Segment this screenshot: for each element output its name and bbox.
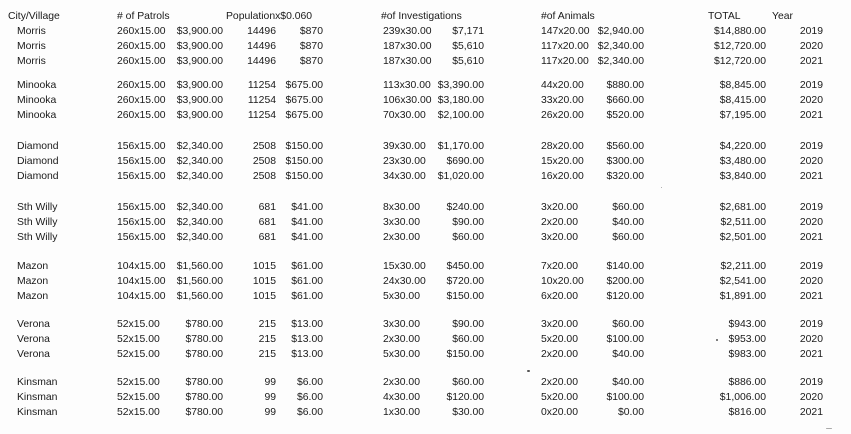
cell-city: Kinsman [17, 407, 58, 419]
cell-investigations: 187x30.00 [383, 56, 432, 68]
cell-investigation-cost: $150.00 [446, 349, 484, 361]
cell-investigations: 1x30.00 [383, 407, 420, 419]
cell-investigations: 23x30.00 [383, 156, 426, 168]
cell-animals: 26x20.00 [541, 110, 584, 122]
cell-city: Diamond [17, 156, 59, 168]
cell-patrols: 260x15.00 [117, 56, 166, 68]
cell-investigations: 106x30.00 [383, 95, 432, 107]
cell-animals: 117x20.00 [541, 56, 589, 68]
cell-investigation-cost: $5,610 [452, 56, 484, 68]
cell-patrols: 260x15.00 [117, 95, 166, 107]
scan-speck [716, 339, 718, 341]
cell-animals: 7x20.00 [541, 261, 578, 272]
cell-animal-cost: $100.00 [606, 392, 644, 404]
cell-animal-cost: $60.00 [612, 232, 644, 244]
cell-investigation-cost: $60.00 [452, 334, 484, 346]
cell-city: Morris [17, 26, 46, 37]
cell-investigation-cost: $240.00 [446, 202, 484, 213]
cell-year: 2020 [799, 217, 823, 229]
cell-city: Kinsman [17, 392, 58, 404]
cell-total: $2,541.00 [719, 276, 766, 288]
cell-year: 2019 [799, 80, 823, 91]
cell-population-cost: $870 [299, 56, 323, 68]
cell-investigation-cost: $5,610 [452, 41, 484, 53]
cell-total: $4,220.00 [719, 141, 766, 152]
cell-patrol-cost: $3,900.00 [176, 95, 223, 107]
cell-investigation-cost: $720.00 [446, 276, 484, 288]
cell-patrols: 260x15.00 [117, 26, 166, 37]
cell-investigations: 113x30.00 [383, 80, 431, 91]
cell-investigation-cost: $1,170.00 [437, 141, 484, 152]
cell-city: Minooka [17, 95, 57, 107]
cell-investigations: 39x30.00 [383, 141, 426, 152]
cell-population: 2508 [252, 156, 276, 168]
scan-speck [661, 187, 662, 188]
cell-population: 215 [258, 319, 276, 330]
cell-population-cost: $6.00 [296, 392, 323, 404]
cell-total: $943.00 [728, 319, 766, 330]
cell-year: 2021 [799, 56, 823, 68]
cell-city: Diamond [17, 171, 59, 183]
cell-year: 2021 [799, 407, 823, 419]
cell-total: $1,006.00 [719, 392, 766, 404]
table-row [0, 290, 851, 305]
cell-population-cost: $41.00 [291, 232, 323, 244]
cell-animals: 2x20.00 [541, 377, 578, 388]
cell-investigation-cost: $90.00 [452, 217, 484, 229]
table-row [0, 25, 851, 40]
cell-population-cost: $150.00 [285, 156, 323, 168]
cell-population: 14496 [247, 41, 276, 53]
cell-patrols: 156x15.00 [117, 202, 166, 213]
cell-population: 99 [264, 392, 276, 404]
cell-population-cost: $675.00 [285, 110, 323, 122]
cell-patrol-cost: $780.00 [185, 377, 223, 388]
cell-population-cost: $13.00 [291, 349, 323, 361]
scan-speck [826, 428, 832, 429]
cell-patrols: 104x15.00 [117, 276, 166, 288]
cell-animal-cost: $120.00 [606, 291, 644, 303]
header-animals: #of Animals [541, 11, 595, 22]
cell-population-cost: $61.00 [291, 291, 323, 303]
cell-population: 2508 [252, 141, 276, 152]
cell-population: 14496 [247, 56, 276, 68]
cell-animal-cost: $60.00 [612, 202, 644, 213]
cell-population: 681 [258, 232, 276, 244]
cell-year: 2019 [799, 141, 823, 152]
cell-year: 2020 [799, 95, 823, 107]
cell-patrols: 156x15.00 [117, 232, 166, 244]
cell-city: Diamond [17, 141, 59, 152]
cell-patrols: 52x15.00 [117, 349, 160, 361]
cell-animal-cost: $200.00 [606, 276, 644, 288]
header-population: Populationx$0.060 [226, 11, 313, 22]
cell-city: Sth Willy [17, 202, 58, 213]
cell-year: 2020 [799, 392, 823, 404]
cell-city: Mazon [17, 291, 49, 303]
cell-investigations: 3x30.00 [383, 319, 420, 330]
cell-investigations: 24x30.00 [383, 276, 426, 288]
cell-animal-cost: $40.00 [612, 349, 644, 361]
cell-population: 14496 [247, 26, 276, 37]
cell-city: Verona [17, 349, 50, 361]
cell-patrol-cost: $3,900.00 [176, 56, 223, 68]
cell-total: $983.00 [728, 349, 766, 361]
cell-population-cost: $41.00 [291, 217, 323, 229]
cell-population-cost: $41.00 [291, 202, 323, 213]
cell-total: $2,511.00 [720, 217, 766, 229]
cell-investigations: 8x30.00 [383, 202, 420, 213]
cell-animals: 3x20.00 [541, 202, 578, 213]
cell-population-cost: $675.00 [285, 80, 323, 91]
cell-city: Morris [17, 56, 46, 68]
scan-speck [527, 370, 530, 372]
cell-patrols: 156x15.00 [117, 156, 166, 168]
table-row [0, 140, 851, 155]
cell-animals: 147x20.00 [541, 26, 590, 37]
cell-year: 2019 [799, 319, 823, 330]
table-row [0, 170, 851, 185]
cell-year: 2021 [799, 110, 823, 122]
cell-animal-cost: $100.00 [606, 334, 644, 346]
cell-patrols: 156x15.00 [117, 217, 166, 229]
cell-city: Morris [17, 41, 46, 53]
cell-patrols: 260x15.00 [117, 110, 166, 122]
cell-animal-cost: $2,340.00 [597, 56, 644, 68]
cell-city: Mazon [17, 276, 49, 288]
table-row [0, 79, 851, 94]
cell-patrols: 104x15.00 [117, 261, 166, 272]
cell-population: 2508 [252, 171, 276, 183]
cell-city: Verona [17, 319, 50, 330]
cell-patrols: 52x15.00 [117, 334, 160, 346]
cell-investigation-cost: $150.00 [446, 291, 484, 303]
cell-animal-cost: $2,340.00 [597, 41, 644, 53]
cell-total: $886.00 [728, 377, 766, 388]
cell-patrols: 156x15.00 [117, 171, 166, 183]
cell-investigation-cost: $60.00 [452, 232, 484, 244]
cell-year: 2020 [799, 334, 823, 346]
cell-animals: 10x20.00 [541, 276, 584, 288]
cell-total: $12,720.00 [713, 41, 766, 53]
cell-animals: 3x20.00 [541, 232, 578, 244]
cell-animal-cost: $660.00 [606, 95, 644, 107]
cell-population: 681 [258, 217, 276, 229]
table-row [0, 231, 851, 246]
cell-patrol-cost: $780.00 [185, 334, 223, 346]
cell-animal-cost: $320.00 [606, 171, 644, 183]
cell-investigations: 187x30.00 [383, 41, 432, 53]
cell-patrol-cost: $780.00 [185, 407, 223, 419]
cell-total: $7,195.00 [719, 110, 766, 122]
cell-population-cost: $61.00 [291, 261, 323, 272]
cell-population: 11254 [247, 110, 276, 122]
cell-investigation-cost: $3,390.00 [437, 80, 484, 91]
cell-year: 2019 [799, 261, 823, 272]
cell-animals: 6x20.00 [541, 291, 578, 303]
cell-investigations: 15x30.00 [383, 261, 426, 272]
cell-animal-cost: $0.00 [617, 407, 644, 419]
cell-population-cost: $870 [299, 41, 323, 53]
cell-investigation-cost: $690.00 [446, 156, 484, 168]
cell-patrols: 52x15.00 [117, 392, 160, 404]
cell-animal-cost: $60.00 [612, 319, 644, 330]
cell-patrols: 52x15.00 [117, 319, 160, 330]
table-row [0, 376, 851, 391]
cell-investigations: 5x30.00 [383, 291, 420, 303]
cell-total: $816.00 [728, 407, 766, 419]
cell-patrol-cost: $2,340.00 [176, 202, 223, 213]
cell-investigation-cost: $450.00 [446, 261, 484, 272]
cell-patrols: 156x15.00 [117, 141, 166, 152]
table-row [0, 94, 851, 109]
cell-population-cost: $6.00 [296, 377, 323, 388]
cell-investigations: 4x30.00 [383, 392, 420, 404]
cell-patrol-cost: $2,340.00 [176, 232, 223, 244]
header-city: City/Village [8, 11, 60, 22]
cell-population-cost: $6.00 [296, 407, 323, 419]
cell-animals: 0x20.00 [541, 407, 578, 419]
cell-city: Sth Willy [17, 217, 58, 229]
cell-year: 2021 [799, 349, 823, 361]
cell-total: $3,480.00 [719, 156, 766, 168]
cell-total: $2,681.00 [719, 202, 766, 213]
cell-patrols: 260x15.00 [117, 41, 166, 53]
cell-investigation-cost: $60.00 [452, 377, 484, 388]
header-patrols: # of Patrols [117, 11, 170, 22]
cell-patrols: 52x15.00 [117, 407, 160, 419]
cell-animals: 5x20.00 [541, 334, 578, 346]
cell-animals: 16x20.00 [541, 171, 584, 183]
cell-investigation-cost: $30.00 [452, 407, 484, 419]
cell-animal-cost: $40.00 [612, 377, 644, 388]
cell-investigations: 5x30.00 [383, 349, 420, 361]
cell-population-cost: $675.00 [285, 95, 323, 107]
cell-population: 11254 [247, 80, 276, 91]
cell-animal-cost: $520.00 [606, 110, 644, 122]
cell-population-cost: $13.00 [291, 334, 323, 346]
cell-patrol-cost: $1,560.00 [176, 291, 223, 303]
cell-animals: 2x20.00 [541, 217, 578, 229]
cell-patrol-cost: $780.00 [185, 319, 223, 330]
cell-investigation-cost: $7,171 [452, 26, 484, 37]
cell-total: $3,840.00 [719, 171, 766, 183]
cell-population: 215 [258, 334, 276, 346]
cell-patrol-cost: $3,900.00 [176, 110, 223, 122]
cell-patrol-cost: $780.00 [185, 392, 223, 404]
cell-population: 1015 [252, 261, 276, 272]
cell-population-cost: $870 [299, 26, 323, 37]
cell-year: 2020 [799, 276, 823, 288]
cell-animals: 28x20.00 [541, 141, 584, 152]
table-row [0, 155, 851, 170]
cell-animals: 44x20.00 [541, 80, 584, 91]
cell-total: $12,720.00 [713, 56, 766, 68]
cell-animal-cost: $880.00 [606, 80, 644, 91]
cell-investigation-cost: $120.00 [446, 392, 484, 404]
cell-patrols: 52x15.00 [117, 377, 160, 388]
cell-investigations: 34x30.00 [383, 171, 426, 183]
cell-patrol-cost: $3,900.00 [176, 41, 223, 53]
cell-patrol-cost: $3,900.00 [176, 26, 223, 37]
cell-animals: 2x20.00 [541, 349, 578, 361]
cell-total: $1,891.00 [719, 291, 766, 303]
table-row [0, 109, 851, 124]
cell-total: $2,211.00 [720, 261, 766, 272]
cell-population: 99 [264, 377, 276, 388]
cell-investigations: 2x30.00 [383, 377, 420, 388]
cell-animal-cost: $560.00 [606, 141, 644, 152]
cell-animal-cost: $300.00 [606, 156, 644, 168]
cell-city: Mazon [17, 261, 49, 272]
header-total: TOTAL [708, 11, 741, 22]
cell-population: 681 [258, 202, 276, 213]
cell-year: 2021 [799, 171, 823, 183]
cell-total: $8,845.00 [719, 80, 766, 91]
cell-year: 2021 [799, 291, 823, 303]
cell-population-cost: $61.00 [291, 276, 323, 288]
cell-patrols: 260x15.00 [117, 80, 166, 91]
cell-total: $8,415.00 [719, 95, 766, 107]
cell-population: 99 [264, 407, 276, 419]
cell-population-cost: $13.00 [291, 319, 323, 330]
cell-animal-cost: $40.00 [612, 217, 644, 229]
table-row [0, 275, 851, 290]
cell-population-cost: $150.00 [285, 141, 323, 152]
cell-patrol-cost: $2,340.00 [176, 156, 223, 168]
cell-total: $14,880.00 [713, 26, 766, 37]
cell-year: 2019 [799, 202, 823, 213]
cell-city: Minooka [17, 80, 57, 91]
table-row [0, 201, 851, 216]
cell-animals: 117x20.00 [541, 41, 589, 53]
cell-city: Sth Willy [17, 232, 58, 244]
cell-population: 11254 [247, 95, 276, 107]
cell-investigations: 239x30.00 [383, 26, 432, 37]
cell-animals: 33x20.00 [541, 95, 584, 107]
cell-investigations: 70x30.00 [383, 110, 426, 122]
table-row [0, 348, 851, 363]
cell-investigation-cost: $2,100.00 [437, 110, 484, 122]
cell-investigations: 2x30.00 [383, 334, 420, 346]
cell-investigation-cost: $90.00 [452, 319, 484, 330]
cell-investigations: 3x30.00 [383, 217, 420, 229]
table-row [0, 318, 851, 333]
cell-year: 2020 [799, 156, 823, 168]
cell-patrol-cost: $780.00 [185, 349, 223, 361]
cell-animals: 15x20.00 [541, 156, 584, 168]
cell-population-cost: $150.00 [285, 171, 323, 183]
cell-population: 1015 [252, 291, 276, 303]
cell-animal-cost: $2,940.00 [597, 26, 644, 37]
cell-patrol-cost: $2,340.00 [176, 141, 223, 152]
cell-total: $953.00 [728, 334, 766, 346]
cell-population: 1015 [252, 276, 276, 288]
table-row [0, 406, 851, 421]
cell-animal-cost: $140.00 [606, 261, 644, 272]
cell-investigations: 2x30.00 [383, 232, 420, 244]
cell-patrol-cost: $2,340.00 [176, 171, 223, 183]
cell-total: $2,501.00 [719, 232, 766, 244]
cell-city: Minooka [17, 110, 57, 122]
cell-year: 2020 [799, 41, 823, 53]
cell-patrols: 104x15.00 [117, 291, 166, 303]
table-row [0, 391, 851, 406]
cell-year: 2019 [799, 26, 823, 37]
table-row [0, 333, 851, 348]
table-row [0, 260, 851, 275]
header-year: Year [772, 11, 793, 22]
cell-investigation-cost: $3,180.00 [437, 95, 484, 107]
table-row [0, 40, 851, 55]
cell-patrol-cost: $1,560.00 [176, 276, 223, 288]
header-investigations: #of Investigations [381, 11, 462, 22]
cell-year: 2021 [799, 232, 823, 244]
cell-animals: 3x20.00 [541, 319, 578, 330]
table-row [0, 216, 851, 231]
cell-city: Verona [17, 334, 50, 346]
cell-patrol-cost: $1,560.00 [176, 261, 223, 272]
cell-year: 2019 [799, 377, 823, 388]
cell-animals: 5x20.00 [541, 392, 578, 404]
cell-city: Kinsman [17, 377, 58, 388]
cell-patrol-cost: $2,340.00 [176, 217, 223, 229]
cell-population: 215 [258, 349, 276, 361]
cell-patrol-cost: $3,900.00 [176, 80, 223, 91]
cell-investigation-cost: $1,020.00 [437, 171, 484, 183]
table-row [0, 55, 851, 70]
